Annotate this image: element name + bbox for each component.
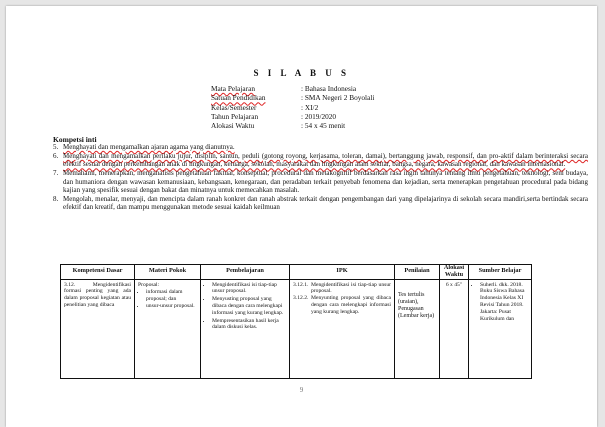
column-header: IPK — [290, 265, 395, 280]
list-item — [293, 295, 391, 315]
column-header: Materi Pokok — [135, 265, 201, 280]
list-text: Mengidentifikasi isi tiap-tiap unsur proposal. — [311, 281, 391, 295]
materi-title: Proposal: — [138, 281, 160, 288]
syllabus-table — [60, 264, 532, 379]
meta-value: : XI/2 — [301, 102, 319, 112]
meta-row-time — [211, 121, 374, 130]
meta-row-year — [211, 112, 374, 121]
list-item: • Menyusting proposal yang dibaca dengan cara melengkapi informasi yang kurang lengkap. — [212, 296, 286, 316]
meta-value: : Bahasa Indonesia — [301, 84, 357, 93]
page-number: 9 — [299, 386, 304, 394]
pembelajaran-list — [204, 282, 286, 332]
penilaian-cell: Tes tertulis (uraian), Penugasan (Lembar kerja) — [395, 279, 440, 378]
kompetensi-heading: Kompetsi inti — [53, 135, 97, 144]
column-header: Kompetensi Dasar — [61, 265, 135, 280]
meta-value: : 2019/2020 — [301, 111, 337, 121]
ipk-cell — [290, 279, 395, 378]
list-item — [53, 195, 588, 212]
table-header-row — [61, 265, 532, 280]
list-number: 3.12.2. — [293, 295, 309, 302]
list-number: 7. — [53, 169, 59, 178]
meta-key: Kelas/Semester — [211, 102, 257, 112]
meta-row-subject — [211, 84, 374, 93]
column-header: Pembelajaran — [201, 265, 290, 280]
list-number: 3.12.1. — [293, 281, 309, 288]
document-title: S I L A B U S — [253, 68, 350, 78]
list-item — [293, 282, 391, 296]
list-item — [53, 169, 588, 194]
meta-value: : SMA Negeri 2 Boyolali — [301, 93, 375, 103]
sumber-list — [472, 282, 528, 323]
list-text: Menghayati dan mengamalkan perilaku jujur, disiplin, santun, peduli (gotong royong, kerjasama, toleran, damai), bertanggung jawab, responsif, dan pro-aktif dalam berinteraksi secara efektif sesuai dengan perkembangan anak di lingkungan, keluarga, sekolah, masyarakat dan lingkungan alam sekitar, bangsa, negara, kawasan regional, dan kawasan internasional. — [63, 151, 588, 169]
sumber-cell — [469, 279, 532, 378]
list-item — [53, 143, 588, 151]
list-item: • informasi dalam proposal; dan — [146, 289, 197, 303]
list-number: 5. — [53, 143, 59, 151]
list-item: • Mempresentasikan hasil kerja dalam diskusi kelas. — [212, 318, 286, 332]
materi-cell — [135, 279, 201, 378]
list-text: Memahami, menerapkan, menganalisis pengetahuan faktual, konseptual, procedural dan metakognitif berdasarkan rasa ingin tahunya tentang ilmu pengetahuan, teknologi, seni budaya, dan humaniora dengan wawasan kemanusiaan, kebangsaan, kenegaraan, dan peradaban terkait penyebab fenomena dan kejadian, serta menerapkan pengetahuan procedural pada bidang kajian yang spesifik sesuai dengan bakat dan minatnya untuk memecahkan masalah. — [63, 169, 588, 195]
list-item: • Mengidentifikasi isi tiap-tiap unsur proposal. — [212, 282, 286, 296]
list-text: Mengolah, menalar, menyaji, dan mencipta dalam ranah konkret dan ranah abstrak terkait dengan pengembangan dari yang dipelajarinya di sekolah secara mandiri,serta bertindak secara efektif dan kreatif, dan mampu menggunakan metode sesuai kaidah keilmuan — [63, 194, 588, 212]
column-header: Penilaian — [395, 265, 440, 280]
list-number: 6. — [53, 151, 59, 160]
syllabus-meta — [211, 84, 374, 130]
list-text: Menghayati dan mengamalkan ajaran agama yang dianutnya. — [63, 143, 235, 151]
meta-value: : 54 x 45 menit — [301, 121, 346, 131]
pembelajaran-cell — [201, 279, 290, 378]
meta-key: Mata Pelajaran — [211, 84, 255, 93]
list-item: • unsur-unsur proposal. — [146, 303, 197, 310]
meta-key: Alokasi Waktu — [211, 121, 255, 131]
kompetensi-inti-list — [53, 143, 588, 212]
kd-cell: 3.12. Mengidentifikasi formasi penting yang ada dalam proposal kegiatan atau penelitian yang dibaca — [61, 279, 135, 378]
document-page — [6, 6, 597, 427]
list-item — [53, 152, 588, 169]
list-item: • Suherli. dkk. 2018. Buku Siswa Bahasa Indonesia Kelas XI Revisi Tahun 2018. Jakarta: Pusat Kurikulum dan — [480, 282, 528, 323]
meta-key: Satuan Pendidikan — [211, 93, 266, 103]
meta-key: Tahun Pelajaran — [211, 111, 259, 121]
materi-list — [138, 289, 197, 310]
column-header: Sumber Belajar — [469, 265, 532, 280]
list-number: 8. — [53, 194, 59, 203]
list-text: Menyunting proposal yang dibaca dengan cara melengkapi informasi yang kurang lengkap. — [311, 295, 391, 315]
meta-row-class — [211, 103, 374, 112]
alokasi-cell: 6 x 45" — [440, 279, 469, 378]
column-header: Alokasi Waktu — [440, 265, 469, 280]
table-row — [61, 279, 532, 378]
meta-row-school — [211, 93, 374, 102]
